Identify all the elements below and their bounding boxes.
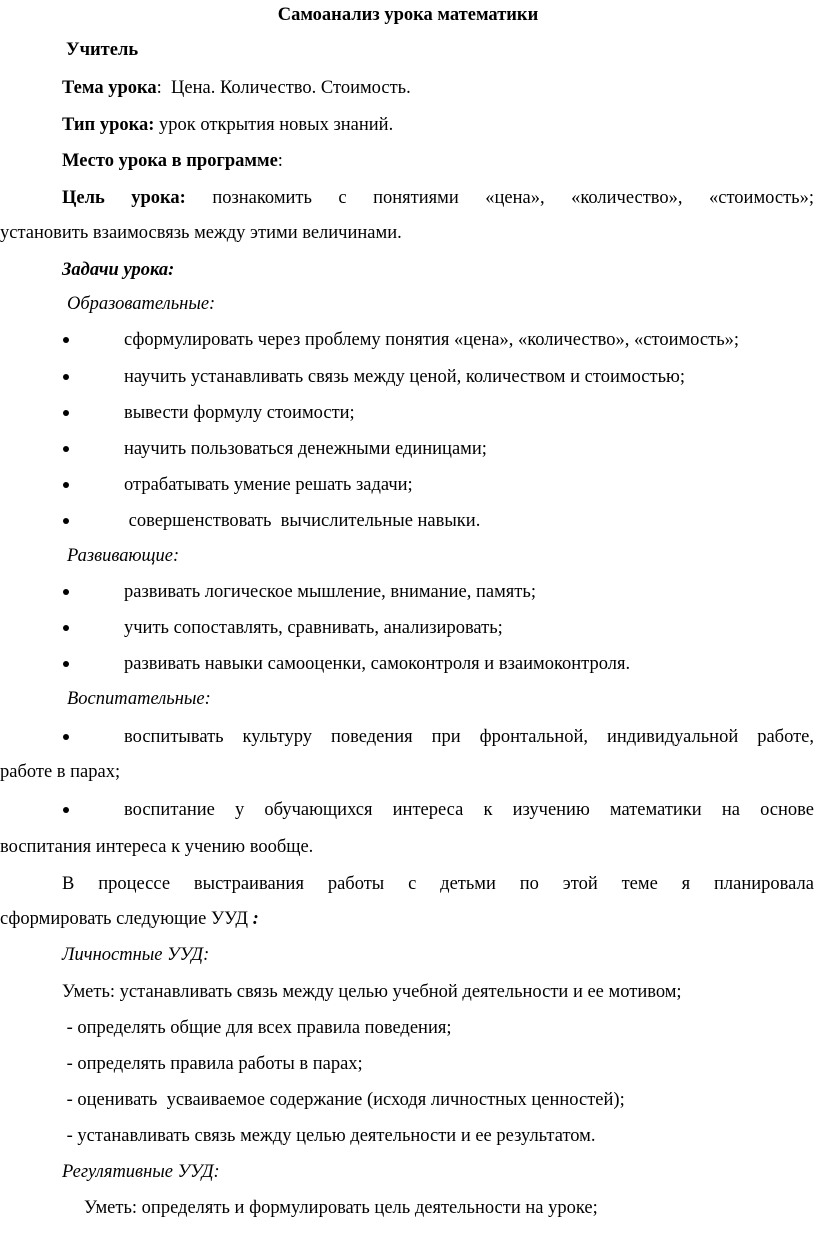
bullet-icon bbox=[63, 374, 69, 380]
bullet-icon bbox=[63, 518, 69, 524]
goal-text-1: познакомить с понятиями «цена», «количество», «стоимость»; bbox=[212, 188, 815, 208]
teacher-label: Учитель bbox=[66, 40, 139, 60]
process-colon: : bbox=[252, 909, 259, 929]
topic-label: Тема урока bbox=[62, 78, 157, 98]
topic-value: Цена. Количество. Стоимость. bbox=[171, 78, 411, 98]
type-label: Тип урока: bbox=[62, 115, 155, 135]
process-line-2 bbox=[0, 908, 259, 930]
lesson-place bbox=[62, 150, 283, 172]
bullet-icon bbox=[63, 446, 69, 452]
personal-line-0: Уметь: устанавливать связь между целью учебной деятельности и ее мотивом; bbox=[62, 982, 682, 1002]
regulatory-line-0: Уметь: определять и формулировать цель деятельности на уроке; bbox=[84, 1198, 598, 1218]
upbringing-item-1-line-2: работе в парах; bbox=[0, 762, 121, 782]
process-line-1: В процессе выстраивания работы с детьми по этой теме я планировала bbox=[62, 874, 814, 894]
bullet-icon bbox=[63, 337, 69, 343]
bullet-icon bbox=[63, 807, 69, 813]
developing-item: развивать навыки самооценки, самоконтроля и взаимоконтроля. bbox=[124, 654, 631, 674]
upbringing-heading: Воспитательные: bbox=[67, 689, 211, 709]
type-value: урок открытия новых знаний. bbox=[159, 115, 394, 135]
personal-item: - определять правила работы в парах; bbox=[62, 1054, 363, 1074]
goal-line-2: установить взаимосвязь между этими величинами. bbox=[0, 223, 402, 243]
educational-item: научить устанавливать связь между ценой, количеством и стоимостью; bbox=[124, 367, 685, 387]
upbringing-item-2-line-1: воспитание у обучающихся интереса к изучению математики на основе bbox=[124, 800, 814, 820]
educational-item: совершенствовать вычислительные навыки. bbox=[124, 511, 481, 531]
developing-heading: Развивающие: bbox=[67, 546, 180, 566]
goal-label: Цель урока: bbox=[62, 188, 186, 208]
bullet-icon bbox=[63, 482, 69, 488]
bullet-icon bbox=[63, 625, 69, 631]
educational-item: научить пользоваться денежными единицами; bbox=[124, 439, 487, 459]
page-title: Самоанализ урока математики bbox=[277, 5, 539, 25]
goal-line-1 bbox=[62, 187, 814, 209]
upbringing-item-1-line-1: воспитывать культуру поведения при фронтальной, индивидуальной работе, bbox=[124, 727, 814, 747]
educational-item: сформулировать через проблему понятия «цена», «количество», «стоимость»; bbox=[124, 330, 740, 350]
personal-item: - оценивать усваиваемое содержание (исходя личностных ценностей); bbox=[62, 1090, 625, 1110]
developing-item: развивать логическое мышление, внимание, память; bbox=[124, 582, 536, 602]
bullet-icon bbox=[63, 410, 69, 416]
lesson-topic bbox=[62, 77, 411, 99]
regulatory-heading: Регулятивные УУД: bbox=[62, 1162, 220, 1182]
bullet-icon bbox=[63, 589, 69, 595]
personal-heading: Личностные УУД: bbox=[62, 945, 210, 965]
educational-item: отрабатывать умение решать задачи; bbox=[124, 475, 413, 495]
bullet-icon bbox=[63, 734, 69, 740]
personal-item: - определять общие для всех правила поведения; bbox=[62, 1018, 452, 1038]
developing-item: учить сопоставлять, сравнивать, анализировать; bbox=[124, 618, 503, 638]
topic-sep: : bbox=[156, 78, 162, 98]
process-text-2: сформировать следующие УУД bbox=[0, 909, 253, 929]
tasks-heading: Задачи урока: bbox=[62, 260, 175, 280]
lesson-type bbox=[62, 114, 393, 136]
educational-item: вывести формулу стоимости; bbox=[124, 403, 355, 423]
place-label: Место урока в программе bbox=[62, 151, 278, 171]
educational-heading: Образовательные: bbox=[67, 294, 216, 314]
personal-item: - устанавливать связь между целью деятельности и ее результатом. bbox=[62, 1126, 596, 1146]
upbringing-item-2-line-2: воспитания интереса к учению вообще. bbox=[0, 837, 314, 857]
bullet-icon bbox=[63, 661, 69, 667]
place-sep: : bbox=[277, 151, 283, 171]
